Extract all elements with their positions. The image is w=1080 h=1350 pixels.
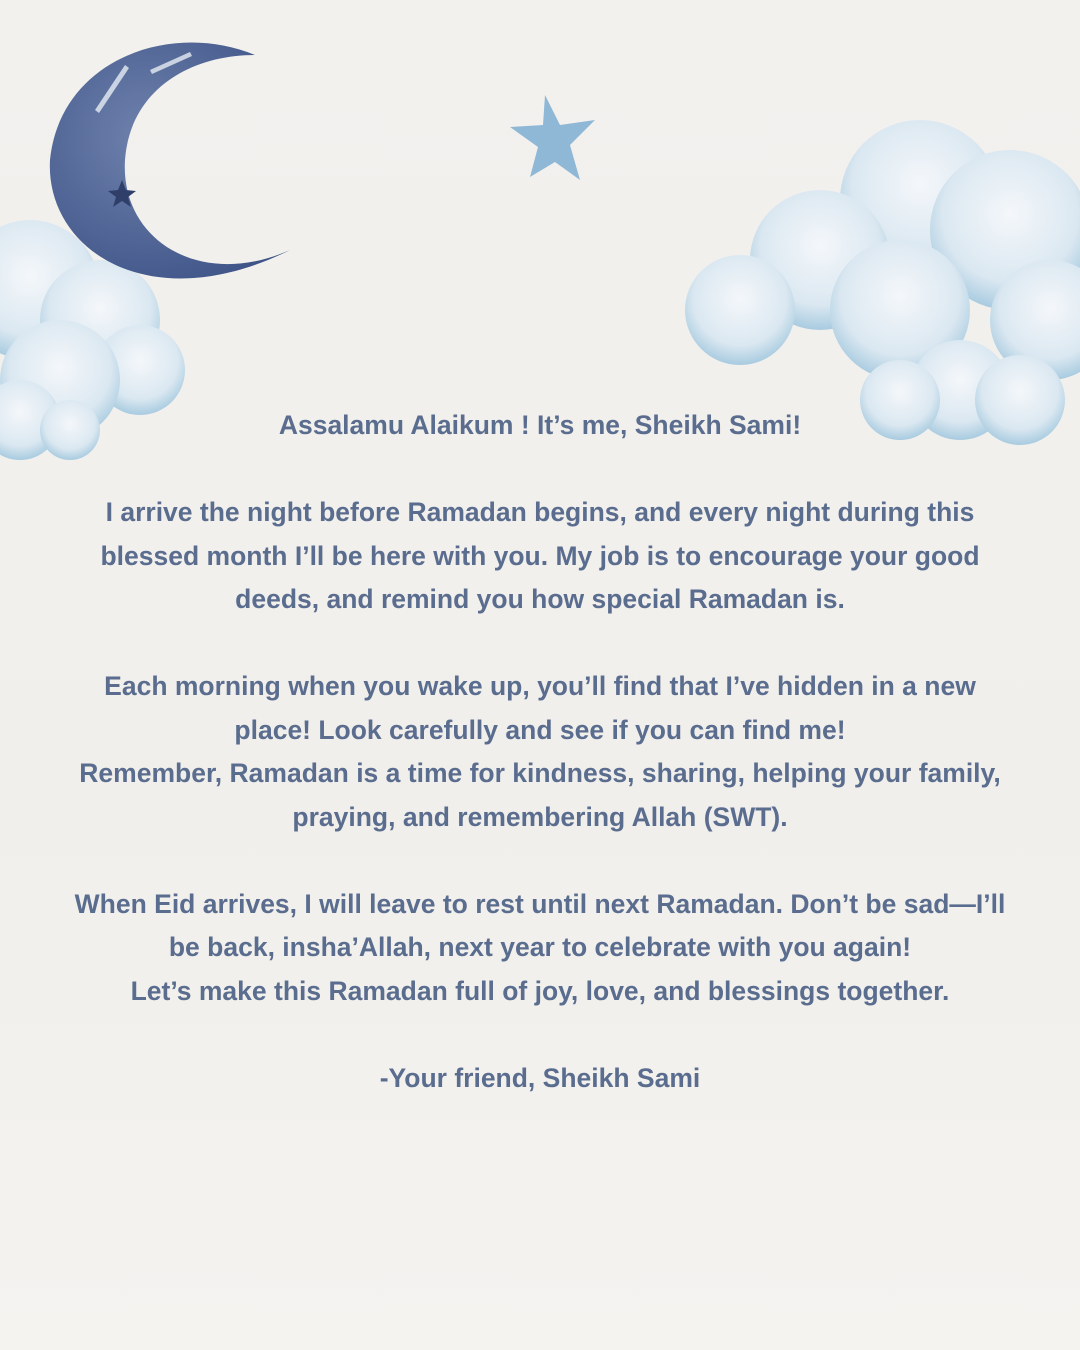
cloud-right-icon	[685, 120, 1080, 445]
signature: -Your friend, Sheikh Sami	[379, 1062, 701, 1093]
paragraph-3-line: be back, insha’Allah, next year to celebrate with you again!	[168, 932, 912, 962]
paragraph-2-line: praying, and remembering Allah (SWT).	[292, 801, 788, 832]
paragraph-3-line: Let’s make this Ramadan full of joy, love, and blessings together.	[130, 975, 950, 1006]
letter-text	[0, 404, 1080, 1100]
paragraph-3-line: When Eid arrives, I will leave to rest until next Ramadan. Don’t be sad—I’ll	[74, 888, 1006, 919]
paragraph-1-line: I arrive the night before Ramadan begins, and every night during this	[105, 497, 975, 527]
crescent-moon-icon	[50, 43, 290, 279]
greeting: Assalamu Alaikum ! It’s me, Sheikh Sami!	[278, 410, 802, 440]
star-icon	[510, 95, 595, 180]
paragraph-1-line: blessed month I’ll be here with you. My job is to encourage your good	[100, 540, 980, 571]
paragraph-2-line: Each morning when you wake up, you’ll find that I’ve hidden in a new	[104, 671, 976, 701]
paragraph-2-line: place! Look carefully and see if you can find me!	[234, 714, 846, 745]
paragraph-1-line: deeds, and remind you how special Ramadan is.	[235, 584, 845, 614]
paragraph-2-line: Remember, Ramadan is a time for kindness, sharing, helping your family,	[79, 758, 1001, 788]
